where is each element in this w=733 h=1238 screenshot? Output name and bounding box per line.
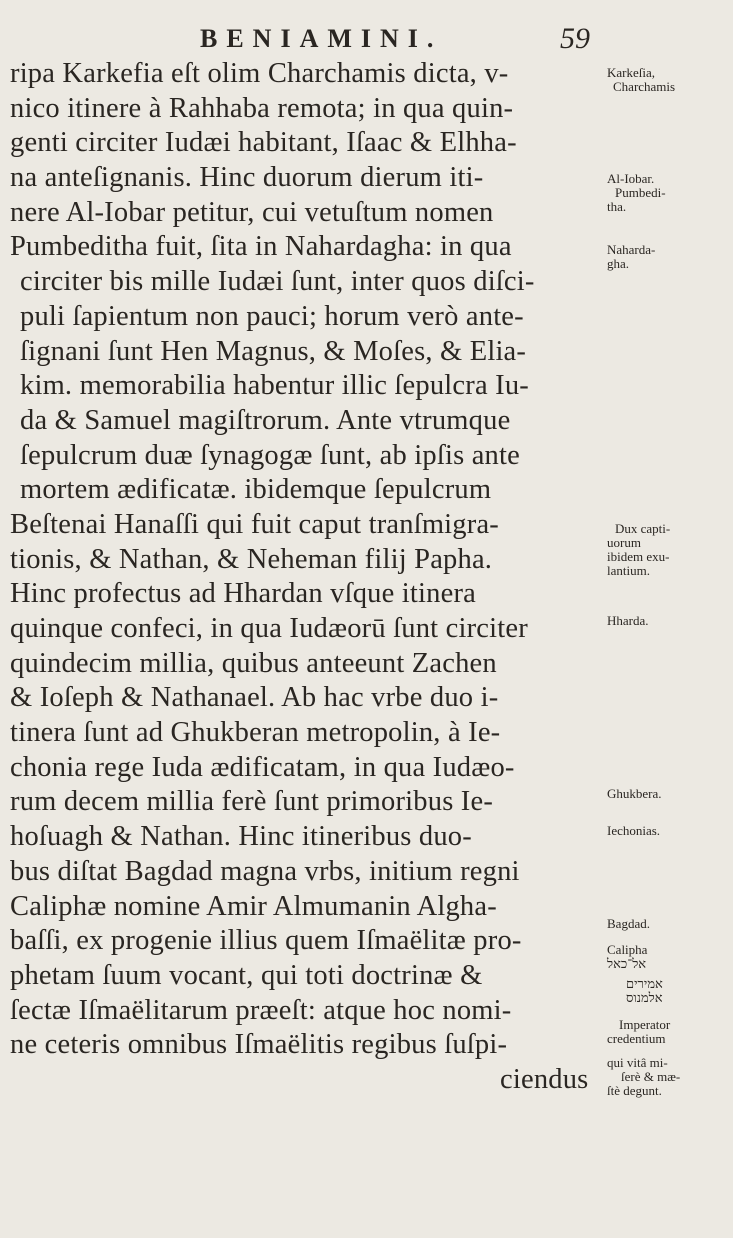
text-line: tionis, & Nathan, & Neheman filij Papha. (10, 543, 493, 575)
margin-note-line: Charchamis (613, 79, 676, 94)
text-line: ripa Karkefia eſt olim Charchamis dicta, v- (10, 58, 509, 89)
margin-note-line: Hharda. (607, 613, 649, 628)
margin-note-line: lantium. (607, 563, 650, 578)
margin-note (607, 1056, 680, 1098)
margin-note-line: ſerè & mæ- (621, 1069, 681, 1084)
margin-note-line: Karkeſia, (607, 65, 656, 80)
text-line: Hinc profectus ad Hhardan vſque itinera (10, 578, 476, 610)
text-line: hoſuagh & Nathan. Hinc itineribus duo- (10, 821, 472, 853)
text-line: da & Samuel magiſtrorum. Ante vtrumque (20, 404, 511, 436)
margin-note (607, 614, 649, 628)
margin-note-line: Ghukbera. (607, 786, 662, 801)
catchword: ciendus (500, 1063, 589, 1095)
margin-note-line: אל־כאל (607, 956, 647, 971)
text-line: rum decem millia ferè ſunt primoribus Ie- (10, 786, 494, 818)
margin-note-line: אלמנוס (626, 990, 663, 1005)
text-line: Pumbeditha fuit, ſita in Nahardagha: in qua (10, 231, 512, 263)
text-line: ſectæ Iſmaëlitarum præeſt: atque hoc nomi- (10, 994, 512, 1026)
margin-note-line: Pumbedi- (615, 185, 666, 200)
text-line: chonia rege Iuda ædificatam, in qua Iudæo- (10, 751, 515, 783)
text-line: Caliphæ nomine Amir Almumanin Algha- (10, 890, 497, 922)
margin-note-line: ſtè degunt. (607, 1083, 662, 1098)
text-line: nico itinere à Rahhaba remota; in qua quin- (10, 92, 514, 124)
text-line: phetam ſuum vocant, qui toti doctrinæ & (10, 959, 483, 991)
margin-note (607, 917, 650, 931)
text-line: puli ſapientum non pauci; horum verò ante- (20, 300, 524, 332)
text-line: quindecim millia, quibus anteeunt Zachen (10, 647, 497, 679)
text-line: bus diſtat Bagdad magna vrbs, initium regni (10, 855, 520, 887)
margin-note (607, 824, 660, 838)
margin-note-line: tha. (607, 199, 627, 214)
text-line: na anteſignanis. Hinc duorum dierum iti- (10, 162, 484, 194)
margin-note-line: uorum (607, 535, 641, 550)
margin-note (607, 787, 662, 801)
text-line: ne ceteris omnibus Iſmaëlitis regibus ſuſpi- (10, 1029, 508, 1061)
margin-note-line: Al-Iobar. (607, 171, 655, 186)
margin-note (607, 66, 675, 94)
text-line: circiter bis mille Iudæi ſunt, inter quos diſci- (20, 266, 535, 298)
margin-note-line: Calipha (607, 942, 648, 957)
text-line: Beſtenai Hanaſſi qui fuit caput tranſmigra- (10, 508, 499, 540)
text-line: ſepulcrum duæ ſynagogæ ſunt, ab ipſis ante (20, 439, 520, 471)
text-line: mortem ædificatæ. ibidemque ſepulcrum (20, 474, 492, 506)
margin-note-line: Imperator (619, 1017, 671, 1032)
margin-note-line: credentium (607, 1031, 666, 1046)
text-line: quinque confeci, in qua Iudæorū ſunt circiter (10, 613, 528, 644)
margin-note-line: ibidem exu- (607, 549, 670, 564)
running-head: BENIAMINI. (200, 24, 443, 53)
text-line: kim. memorabilia habentur illic ſepulcra Iu- (20, 370, 529, 402)
margin-note-line: Iechonias. (607, 823, 661, 838)
text-line: ſignani ſunt Hen Magnus, & Moſes, & Elia- (20, 335, 527, 367)
page-number: 59 (560, 22, 590, 55)
text-line: & Ioſeph & Nathanael. Ab hac vrbe duo i- (10, 682, 499, 714)
margin-note-line: Naharda- (607, 242, 656, 257)
margin-note-line: qui vitâ mi- (607, 1055, 668, 1070)
margin-note (607, 522, 670, 578)
margin-note-line: Dux capti- (615, 521, 671, 536)
margin-note (607, 1018, 670, 1046)
text-line: genti circiter Iudæi habitant, Iſaac & Elhha- (10, 127, 517, 159)
margin-note (607, 943, 647, 971)
text-line: tinera ſunt ad Ghukberan metropolin, à Ie- (10, 717, 501, 749)
margin-note-line: אמירים (626, 976, 663, 991)
margin-note (607, 243, 655, 271)
margin-note-line: gha. (607, 256, 630, 271)
text-line: baſſi, ex progenie illius quem Iſmaëlitæ pro- (10, 925, 522, 957)
margin-note (607, 172, 666, 214)
text-line: nere Al-Iobar petitur, cui vetuſtum nomen (10, 196, 494, 228)
margin-note-line: Bagdad. (607, 916, 650, 931)
margin-note (626, 977, 663, 1005)
